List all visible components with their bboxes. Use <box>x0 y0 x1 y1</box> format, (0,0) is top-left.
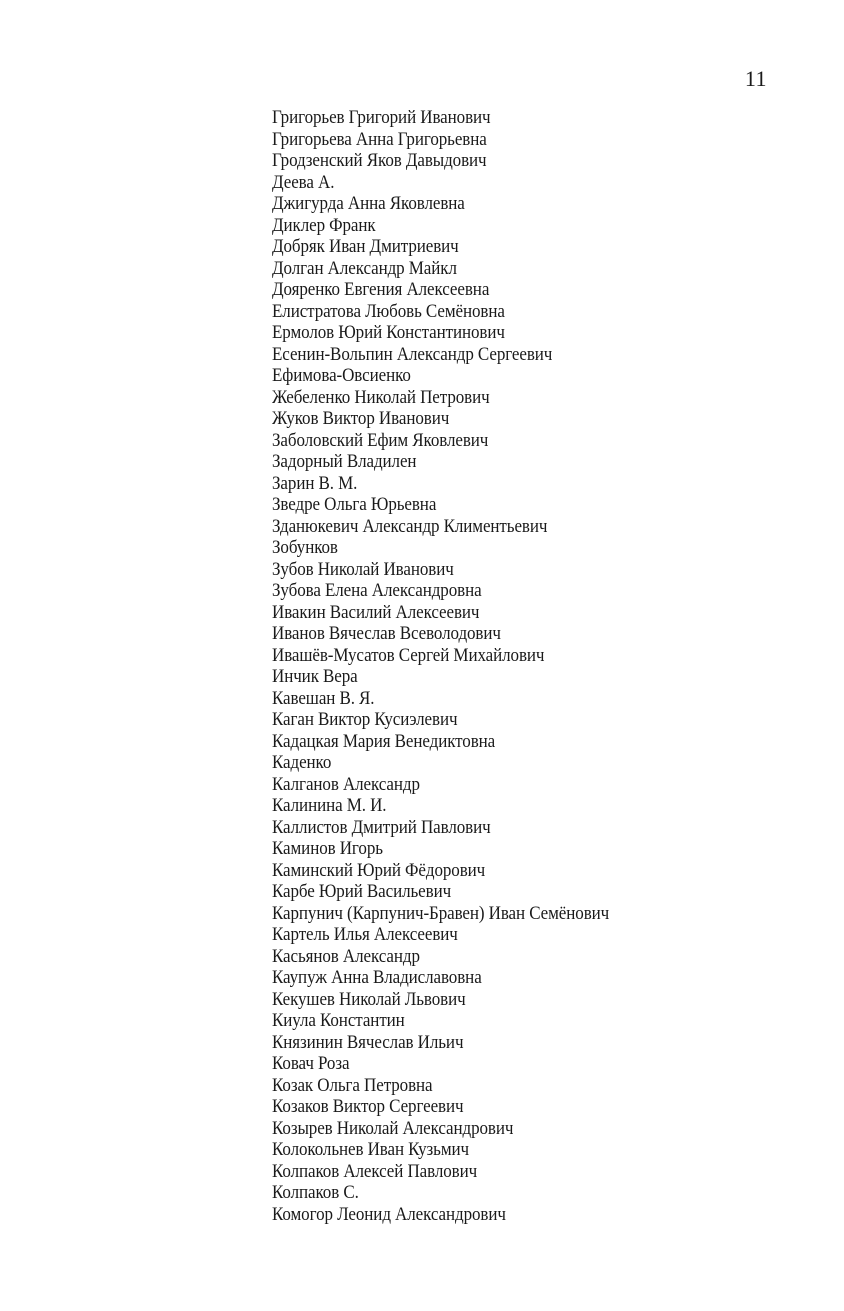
name-entry: Задорный Владилен <box>272 452 417 472</box>
name-entry: Карпунич (Карпунич-Бравен) Иван Семёнович <box>272 903 610 924</box>
name-entry: Дояренко Евгения Алексеевна <box>272 280 490 300</box>
name-entry: Князинин Вячеслав Ильич <box>272 1032 464 1053</box>
name-entry: Колокольнев Иван Кузьмич <box>272 1140 470 1160</box>
name-entry: Киула Константин <box>272 1011 405 1031</box>
name-entry: Касьянов Александр <box>272 946 420 967</box>
name-entry: Козак Ольга Петровна <box>272 1075 433 1096</box>
name-entry: Зубов Николай Иванович <box>272 559 454 580</box>
page-number: 11 <box>744 66 767 91</box>
name-entry: Кекушев Николай Львович <box>272 989 466 1010</box>
name-entry: Зубова Елена Александровна <box>272 581 482 601</box>
name-entry: Картель Илья Алексеевич <box>272 925 458 945</box>
name-entry: Зданюкевич Александр Климентьевич <box>272 516 548 537</box>
name-entry: Козырев Николай Александрович <box>272 1118 514 1139</box>
name-entry: Джигурда Анна Яковлевна <box>272 194 465 214</box>
name-entry: Калинина М. И. <box>272 796 387 816</box>
name-entry: Григорьева Анна Григорьевна <box>272 129 487 150</box>
name-entry: Каминский Юрий Фёдорович <box>272 860 486 881</box>
name-entry: Зобунков <box>272 538 338 558</box>
name-entry: Комогор Леонид Александрович <box>272 1204 506 1225</box>
name-entry: Ефимова-Овсиенко <box>272 366 411 386</box>
name-entry: Ковач Роза <box>272 1054 350 1074</box>
name-entry: Жебеленко Николай Петрович <box>272 387 490 408</box>
name-entry: Иванов Вячеслав Всеволодович <box>272 624 501 644</box>
name-entry: Каллистов Дмитрий Павлович <box>272 817 491 838</box>
name-entry: Каденко <box>272 753 332 773</box>
name-entry: Калганов Александр <box>272 774 420 795</box>
name-list <box>272 108 832 1226</box>
name-entry: Добряк Иван Дмитриевич <box>272 237 459 257</box>
name-entry: Жуков Виктор Иванович <box>272 409 450 429</box>
name-entry: Карбе Юрий Васильевич <box>272 882 452 902</box>
name-entry: Зведре Ольга Юрьевна <box>272 495 437 515</box>
name-entry: Каган Виктор Кусиэлевич <box>272 710 458 730</box>
name-entry: Инчик Вера <box>272 667 358 687</box>
name-entry: Елистратова Любовь Семёновна <box>272 301 505 322</box>
name-entry: Колпаков С. <box>272 1183 359 1203</box>
name-entry: Кавешан В. Я. <box>272 688 375 709</box>
name-entry: Заболовский Ефим Яковлевич <box>272 430 489 451</box>
name-entry: Каупуж Анна Владиславовна <box>272 968 482 988</box>
name-entry: Зарин В. М. <box>272 473 358 494</box>
name-entry: Григорьев Григорий Иванович <box>272 108 491 128</box>
name-entry: Ермолов Юрий Константинович <box>272 323 505 343</box>
name-entry: Гродзенский Яков Давыдович <box>272 151 487 171</box>
name-entry: Кадацкая Мария Венедиктовна <box>272 731 496 752</box>
name-entry: Ивашёв-Мусатов Сергей Михайлович <box>272 645 545 666</box>
name-entry: Ивакин Василий Алексеевич <box>272 602 480 623</box>
name-entry: Есенин-Вольпин Александр Сергеевич <box>272 344 553 365</box>
name-entry: Деева А. <box>272 172 335 193</box>
name-entry: Диклер Франк <box>272 215 376 236</box>
name-entry: Козаков Виктор Сергеевич <box>272 1097 464 1117</box>
name-entry: Колпаков Алексей Павлович <box>272 1161 478 1182</box>
name-entry: Каминов Игорь <box>272 839 383 859</box>
name-entry: Долган Александр Майкл <box>272 258 457 279</box>
